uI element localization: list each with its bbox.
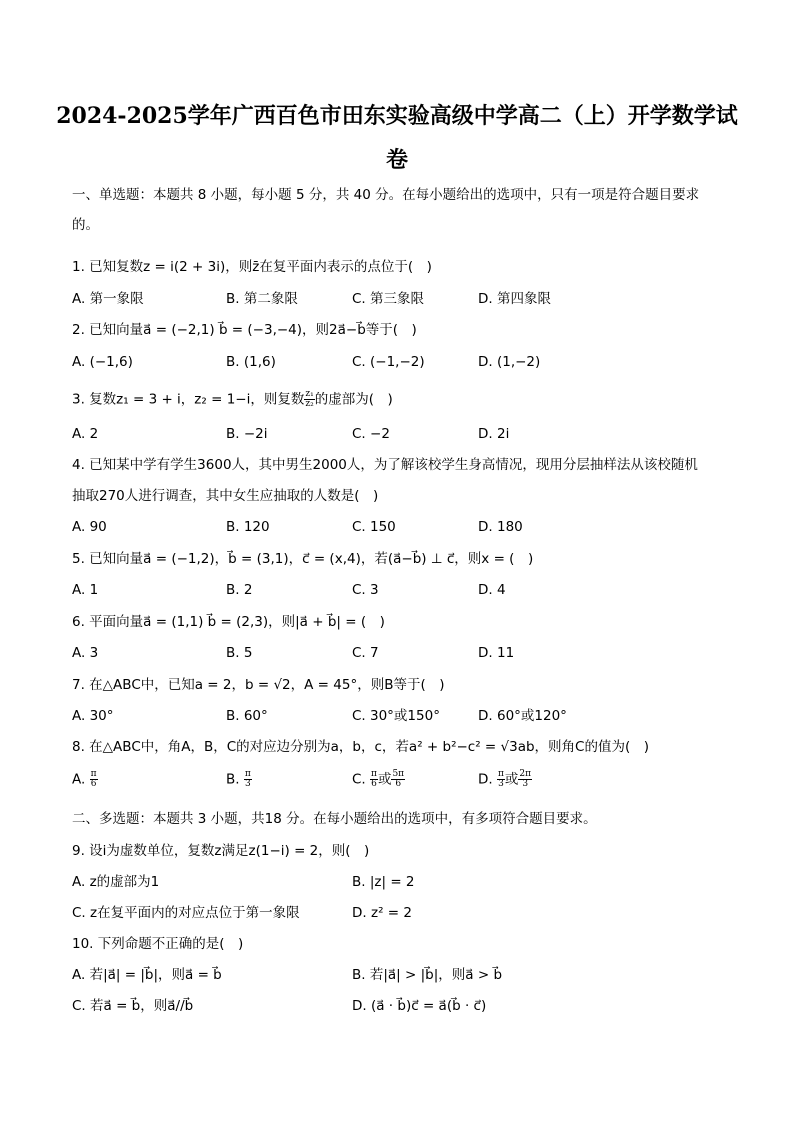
question-9-option-d: D. z² = 2 xyxy=(352,905,412,921)
question-1-option-b: B. 第二象限 xyxy=(226,291,298,307)
question-1-option-a: A. 第一象限 xyxy=(72,291,144,307)
question-5-option-b: B. 2 xyxy=(226,582,253,598)
question-1-option-d: D. 第四象限 xyxy=(478,291,551,307)
question-4-option-b: B. 120 xyxy=(226,519,270,535)
question-4-stem-cont: 抽取270人进行调查，其中女生应抽取的人数是( ) xyxy=(72,488,379,504)
exam-title-line2: 卷 xyxy=(385,147,408,173)
question-3-option-a: A. 2 xyxy=(72,426,99,442)
question-8-option-b xyxy=(226,770,252,789)
question-3-stem-post: 的虚部为( ) xyxy=(314,391,393,408)
question-5-stem: 5. 已知向量a⃗ = (−1,2)，b⃗ = (3,1)，c⃗ = (x,4)，若(a⃗−b⃗) ⊥ c⃗，则x = ( ) xyxy=(72,551,534,567)
frac-num: π xyxy=(90,769,97,779)
frac-den: 6 xyxy=(90,779,97,789)
frac-num: 5π xyxy=(392,769,405,779)
question-9-stem: 9. 设i为虚数单位，复数z满足z(1−i) = 2，则( ) xyxy=(72,843,370,859)
question-7-stem: 7. 在△ABC中，已知a = 2，b = √2，A = 45°，则B等于( ) xyxy=(72,677,445,693)
question-4-option-d: D. 180 xyxy=(478,519,523,535)
question-7-option-b: B. 60° xyxy=(226,708,268,724)
question-6-option-a: A. 3 xyxy=(72,645,99,661)
question-8-option-c-join: 或 xyxy=(377,771,392,788)
frac-num: π xyxy=(371,769,377,779)
question-6-option-c: C. 7 xyxy=(352,645,379,661)
question-8-option-a-prefix: A. xyxy=(72,771,90,788)
question-2-option-b: B. (1,6) xyxy=(226,354,276,370)
question-8-option-b-prefix: B. xyxy=(226,771,244,788)
question-8-option-c-frac-1 xyxy=(370,770,378,789)
section-1-heading-cont: 的。 xyxy=(72,217,99,233)
frac-num: π xyxy=(497,769,504,779)
question-1-option-c: C. 第三象限 xyxy=(352,291,425,307)
question-8-option-a-frac xyxy=(90,770,98,789)
question-2-option-c: C. (−1,−2) xyxy=(352,354,425,370)
question-3-stem xyxy=(72,390,393,409)
question-2-option-a: A. (−1,6) xyxy=(72,354,133,370)
question-8-option-d-join: 或 xyxy=(504,771,519,788)
question-10-option-a: A. 若|a⃗| = |b⃗|，则a⃗ = b⃗ xyxy=(72,967,222,983)
question-7-option-a: A. 30° xyxy=(72,708,114,724)
question-5-option-a: A. 1 xyxy=(72,582,99,598)
question-8-option-d xyxy=(478,770,532,789)
question-7-option-c: C. 30°或150° xyxy=(352,708,440,724)
question-7-option-d: D. 60°或120° xyxy=(478,708,567,724)
question-3-option-c: C. −2 xyxy=(352,426,390,442)
question-3-fraction-den: z₂ xyxy=(305,399,314,409)
frac-den: 3 xyxy=(522,779,529,789)
question-4-option-c: C. 150 xyxy=(352,519,396,535)
exam-title-line1: 2024-2025学年广西百色市田东实验高级中学高二（上）开学数学试 xyxy=(56,103,738,129)
question-9-option-b: B. |z| = 2 xyxy=(352,874,415,890)
frac-num: π xyxy=(244,769,251,779)
question-4-stem: 4. 已知某中学有学生3600人，其中男生2000人，为了解该校学生身高情况，现用分层抽样法从该校随机 xyxy=(72,457,698,473)
frac-den: 3 xyxy=(498,779,504,789)
question-3-stem-pre: 3. 复数z₁ = 3 + i，z₂ = 1−i，则复数 xyxy=(72,391,305,408)
question-10-stem: 10. 下列命题不正确的是( ) xyxy=(72,936,244,952)
question-8-option-a xyxy=(72,770,98,789)
question-10-option-b: B. 若|a⃗| > |b⃗|，则a⃗ > b⃗ xyxy=(352,967,503,983)
question-10-option-c: C. 若a⃗ = b⃗，则a⃗//b⃗ xyxy=(72,998,194,1014)
question-8-option-d-frac-1 xyxy=(497,770,505,789)
question-8-stem: 8. 在△ABC中，角A，B，C的对应边分别为a，b，c，若a² + b²−c² = √3ab，则角C的值为( ) xyxy=(72,739,650,755)
question-8-option-d-frac-2 xyxy=(518,770,532,789)
frac-num: 2π xyxy=(519,769,532,779)
question-5-option-d: D. 4 xyxy=(478,582,506,598)
question-8-option-c-frac-2 xyxy=(391,770,405,789)
question-8-option-c xyxy=(352,770,405,789)
question-8-option-b-frac xyxy=(244,770,252,789)
question-3-option-b: B. −2i xyxy=(226,426,268,442)
question-3-option-d: D. 2i xyxy=(478,426,510,442)
frac-den: 3 xyxy=(244,779,251,789)
question-6-option-d: D. 11 xyxy=(478,645,515,661)
frac-den: 6 xyxy=(371,779,377,789)
question-9-option-c: C. z在复平面内的对应点位于第一象限 xyxy=(72,905,300,921)
question-8-option-d-prefix: D. xyxy=(478,771,497,788)
section-2-heading: 二、多选题：本题共 3 小题，共18 分。在每小题给出的选项中，有多项符合题目要求。 xyxy=(72,811,597,827)
question-8-option-c-prefix: C. xyxy=(352,771,371,788)
question-10-option-d: D. (a⃗ · b⃗)c⃗ = a⃗(b⃗ · c⃗) xyxy=(352,998,487,1014)
question-6-stem: 6. 平面向量a⃗ = (1,1) b⃗ = (2,3)，则|a⃗ + b⃗| = ( ) xyxy=(72,614,385,630)
question-1-stem: 1. 已知复数z = i(2 + 3i)，则z̄在复平面内表示的点位于( ) xyxy=(72,259,432,275)
question-2-stem: 2. 已知向量a⃗ = (−2,1) b⃗ = (−3,−4)，则2a⃗−b⃗等于( ) xyxy=(72,322,417,338)
question-9-option-a: A. z的虚部为1 xyxy=(72,874,160,890)
question-2-option-d: D. (1,−2) xyxy=(478,354,541,370)
question-3-fraction xyxy=(304,390,314,409)
question-3-fraction-num: z₁ xyxy=(305,389,314,399)
frac-den: 6 xyxy=(395,779,402,789)
question-6-option-b: B. 5 xyxy=(226,645,253,661)
question-4-option-a: A. 90 xyxy=(72,519,107,535)
section-1-heading: 一、单选题：本题共 8 小题，每小题 5 分，共 40 分。在每小题给出的选项中，只有一项是符合题目要求 xyxy=(72,187,700,203)
question-5-option-c: C. 3 xyxy=(352,582,379,598)
